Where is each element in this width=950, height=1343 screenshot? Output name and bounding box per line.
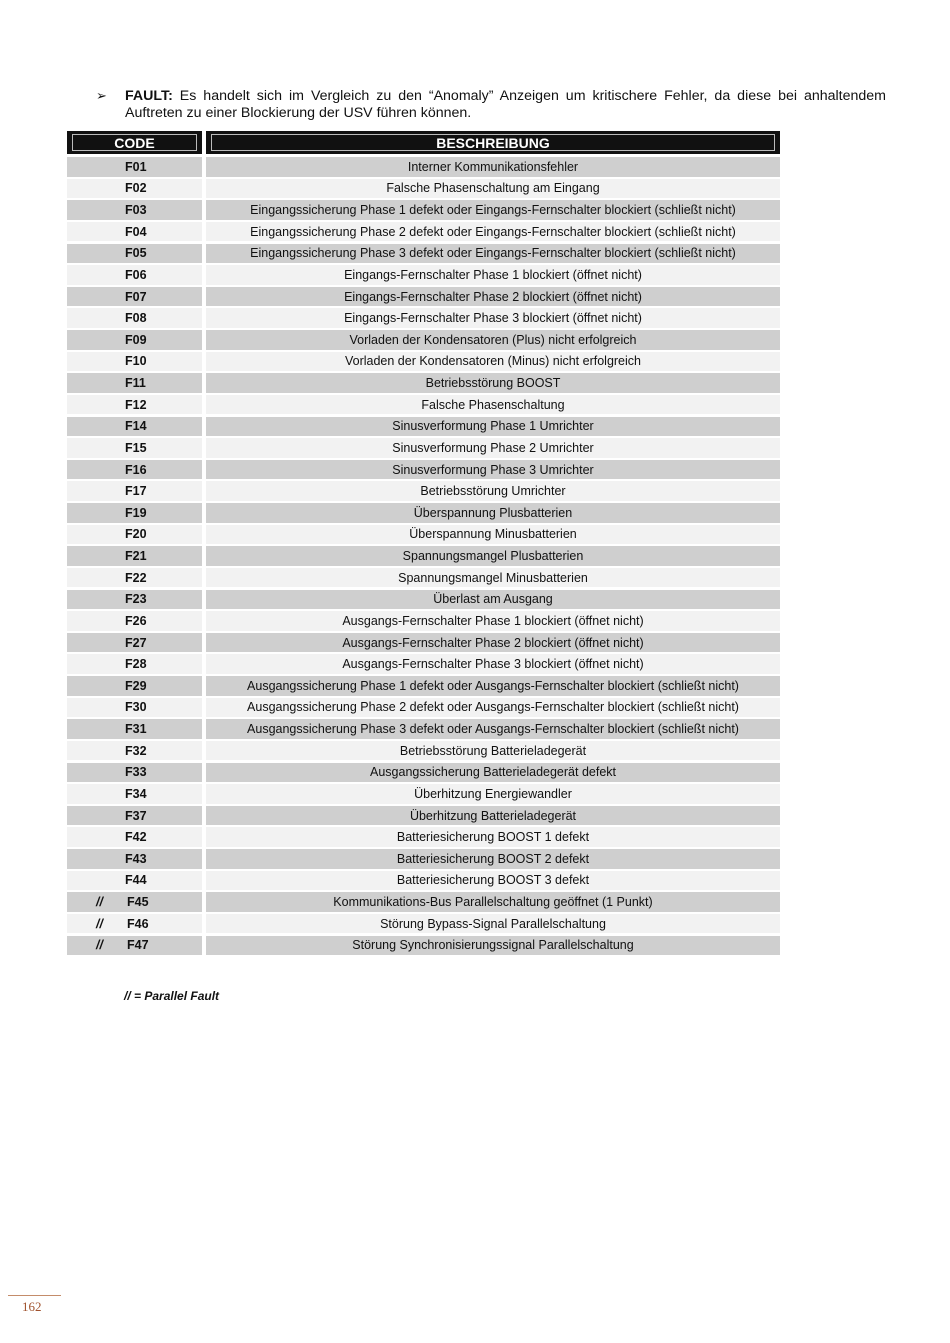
table-row xyxy=(67,503,780,523)
code-cell xyxy=(67,849,202,869)
fault-description: Batteriesicherung BOOST 3 defekt xyxy=(206,871,780,891)
table-row xyxy=(67,417,780,437)
table-row xyxy=(67,244,780,264)
fault-code: F37 xyxy=(125,808,147,823)
intro-paragraph xyxy=(96,88,886,122)
table-row xyxy=(67,525,780,545)
fault-description: Eingangssicherung Phase 2 defekt oder Eingangs-Fernschalter blockiert (schließt nicht) xyxy=(206,222,780,242)
code-cell xyxy=(67,308,202,328)
code-cell xyxy=(67,460,202,480)
fault-code: F28 xyxy=(125,657,147,672)
fault-description: Spannungsmangel Minusbatterien xyxy=(206,568,780,588)
table-row xyxy=(67,438,780,458)
fault-code: F08 xyxy=(125,311,147,326)
code-cell xyxy=(67,741,202,761)
fault-code: F47 xyxy=(127,938,149,953)
fault-description: Störung Synchronisierungssignal Parallelschaltung xyxy=(206,936,780,956)
fault-code: F34 xyxy=(125,786,147,801)
fault-code: F32 xyxy=(125,743,147,758)
parallel-marker: // xyxy=(96,938,103,953)
fault-description: Eingangs-Fernschalter Phase 2 blockiert (öffnet nicht) xyxy=(206,287,780,307)
code-cell xyxy=(67,546,202,566)
code-cell xyxy=(67,222,202,242)
code-cell xyxy=(67,244,202,264)
table-row xyxy=(67,222,780,242)
code-cell xyxy=(67,352,202,372)
table-row xyxy=(67,936,780,956)
table-row xyxy=(67,741,780,761)
intro-body: Es handelt sich im Vergleich zu den “Anomaly” Anzeigen um kritischere Fehler, da diese bei anhaltendem Auftreten zu einer Blockierung der USV führen können. xyxy=(125,88,886,121)
fault-description: Betriebsstörung BOOST xyxy=(206,373,780,393)
fault-code: F26 xyxy=(125,613,147,628)
code-cell xyxy=(67,568,202,588)
table-row xyxy=(67,546,780,566)
fault-code: F29 xyxy=(125,678,147,693)
fault-description: Vorladen der Kondensatoren (Plus) nicht erfolgreich xyxy=(206,330,780,350)
fault-description: Sinusverformung Phase 1 Umrichter xyxy=(206,417,780,437)
fault-description: Sinusverformung Phase 3 Umrichter xyxy=(206,460,780,480)
fault-code: F22 xyxy=(125,570,147,585)
table-row xyxy=(67,352,780,372)
code-cell xyxy=(67,590,202,610)
table-row xyxy=(67,395,780,415)
table-row xyxy=(67,287,780,307)
fault-code: F15 xyxy=(125,440,147,455)
fault-description: Eingangssicherung Phase 3 defekt oder Eingangs-Fernschalter blockiert (schließt nicht) xyxy=(206,244,780,264)
code-cell xyxy=(67,330,202,350)
table-row xyxy=(67,157,780,177)
fault-code: F42 xyxy=(125,830,147,845)
fault-code: F07 xyxy=(125,289,147,304)
fault-code: F21 xyxy=(125,549,147,563)
fault-code: F05 xyxy=(125,246,147,261)
code-cell xyxy=(67,806,202,826)
table-row xyxy=(67,481,780,501)
fault-description: Falsche Phasenschaltung xyxy=(206,395,780,415)
fault-code: F27 xyxy=(125,635,147,650)
legend-note: // = Parallel Fault xyxy=(124,989,220,1003)
fault-description: Spannungsmangel Plusbatterien xyxy=(206,546,780,566)
fault-description: Betriebsstörung Umrichter xyxy=(206,481,780,501)
code-cell xyxy=(67,179,202,199)
fault-description: Vorladen der Kondensatoren (Minus) nicht erfolgreich xyxy=(206,352,780,372)
table-row xyxy=(67,611,780,631)
fault-code: F33 xyxy=(125,765,147,780)
fault-description: Batteriesicherung BOOST 1 defekt xyxy=(206,827,780,847)
fault-description: Ausgangssicherung Phase 3 defekt oder Ausgangs-Fernschalter blockiert (schließt nicht) xyxy=(206,719,780,739)
code-cell xyxy=(67,719,202,739)
table-row xyxy=(67,373,780,393)
fault-description: Überlast am Ausgang xyxy=(206,590,780,610)
code-cell xyxy=(67,892,202,912)
code-cell xyxy=(67,503,202,523)
code-cell xyxy=(67,871,202,891)
fault-code: F46 xyxy=(127,916,149,931)
fault-term: FAULT: xyxy=(125,88,173,104)
code-cell xyxy=(67,827,202,847)
table-body xyxy=(67,157,780,955)
bullet-arrow-icon: ➢ xyxy=(96,89,107,104)
code-cell xyxy=(67,611,202,631)
fault-code: F31 xyxy=(125,722,147,736)
fault-description: Ausgangs-Fernschalter Phase 1 blockiert (öffnet nicht) xyxy=(206,611,780,631)
table-row xyxy=(67,460,780,480)
fault-code: F11 xyxy=(125,376,146,390)
table-row xyxy=(67,676,780,696)
fault-code: F30 xyxy=(125,700,147,715)
table-row xyxy=(67,849,780,869)
fault-description: Ausgangssicherung Phase 1 defekt oder Ausgangs-Fernschalter blockiert (schließt nicht) xyxy=(206,676,780,696)
fault-code: F23 xyxy=(125,592,147,607)
code-cell xyxy=(67,763,202,783)
fault-description: Betriebsstörung Batterieladegerät xyxy=(206,741,780,761)
fault-description: Sinusverformung Phase 2 Umrichter xyxy=(206,438,780,458)
table-row xyxy=(67,308,780,328)
code-cell xyxy=(67,481,202,501)
fault-description: Eingangs-Fernschalter Phase 1 blockiert (öffnet nicht) xyxy=(206,265,780,285)
fault-code: F43 xyxy=(125,851,147,866)
table-row xyxy=(67,200,780,220)
table-header xyxy=(67,131,780,154)
fault-code: F44 xyxy=(125,873,147,888)
fault-code: F04 xyxy=(125,224,147,239)
header-code: CODE xyxy=(67,131,202,154)
footer-rule xyxy=(8,1295,61,1296)
table-row xyxy=(67,784,780,804)
table-row xyxy=(67,330,780,350)
table-row xyxy=(67,633,780,653)
fault-code: F45 xyxy=(127,895,149,909)
fault-code: F14 xyxy=(125,419,147,434)
fault-code: F06 xyxy=(125,267,147,282)
code-cell xyxy=(67,784,202,804)
fault-description: Eingangs-Fernschalter Phase 3 blockiert (öffnet nicht) xyxy=(206,308,780,328)
fault-description: Ausgangs-Fernschalter Phase 3 blockiert (öffnet nicht) xyxy=(206,654,780,674)
table-row xyxy=(67,698,780,718)
code-cell xyxy=(67,417,202,437)
fault-code: F03 xyxy=(125,203,147,217)
code-cell xyxy=(67,936,202,956)
code-cell xyxy=(67,633,202,653)
table-row xyxy=(67,892,780,912)
page-number: 162 xyxy=(22,1299,42,1314)
fault-code: F02 xyxy=(125,181,147,196)
fault-description: Überhitzung Energiewandler xyxy=(206,784,780,804)
fault-code: F19 xyxy=(125,505,147,520)
fault-description: Kommunikations-Bus Parallelschaltung geöffnet (1 Punkt) xyxy=(206,892,780,912)
code-cell xyxy=(67,157,202,177)
fault-description: Ausgangssicherung Phase 2 defekt oder Ausgangs-Fernschalter blockiert (schließt nicht) xyxy=(206,698,780,718)
fault-code: F10 xyxy=(125,354,147,369)
table-row xyxy=(67,568,780,588)
code-cell xyxy=(67,676,202,696)
code-cell xyxy=(67,654,202,674)
fault-code: F01 xyxy=(125,159,147,174)
table-row xyxy=(67,827,780,847)
fault-code: F17 xyxy=(125,484,147,499)
code-cell xyxy=(67,200,202,220)
code-cell xyxy=(67,265,202,285)
intro-text xyxy=(125,88,886,122)
fault-code: F20 xyxy=(125,527,147,542)
fault-description: Überspannung Minusbatterien xyxy=(206,525,780,545)
code-cell xyxy=(67,395,202,415)
fault-description: Überhitzung Batterieladegerät xyxy=(206,806,780,826)
fault-code-table xyxy=(67,131,780,957)
code-cell xyxy=(67,373,202,393)
code-cell xyxy=(67,525,202,545)
parallel-marker: // xyxy=(96,895,103,909)
fault-code: F16 xyxy=(125,462,147,477)
table-row xyxy=(67,871,780,891)
fault-description: Ausgangssicherung Batterieladegerät defekt xyxy=(206,763,780,783)
table-row xyxy=(67,590,780,610)
table-row xyxy=(67,179,780,199)
fault-code: F12 xyxy=(125,397,147,412)
code-cell xyxy=(67,698,202,718)
fault-code: F09 xyxy=(125,332,147,347)
fault-description: Überspannung Plusbatterien xyxy=(206,503,780,523)
header-description: BESCHREIBUNG xyxy=(206,131,780,154)
table-row xyxy=(67,806,780,826)
fault-description: Eingangssicherung Phase 1 defekt oder Eingangs-Fernschalter blockiert (schließt nicht) xyxy=(206,200,780,220)
fault-description: Interner Kommunikationsfehler xyxy=(206,157,780,177)
fault-description: Falsche Phasenschaltung am Eingang xyxy=(206,179,780,199)
table-row xyxy=(67,914,780,934)
fault-description: Ausgangs-Fernschalter Phase 2 blockiert (öffnet nicht) xyxy=(206,633,780,653)
table-row xyxy=(67,719,780,739)
parallel-marker: // xyxy=(96,916,103,931)
fault-description: Batteriesicherung BOOST 2 defekt xyxy=(206,849,780,869)
fault-description: Störung Bypass-Signal Parallelschaltung xyxy=(206,914,780,934)
code-cell xyxy=(67,287,202,307)
code-cell xyxy=(67,438,202,458)
table-row xyxy=(67,763,780,783)
table-row xyxy=(67,654,780,674)
table-row xyxy=(67,265,780,285)
code-cell xyxy=(67,914,202,934)
